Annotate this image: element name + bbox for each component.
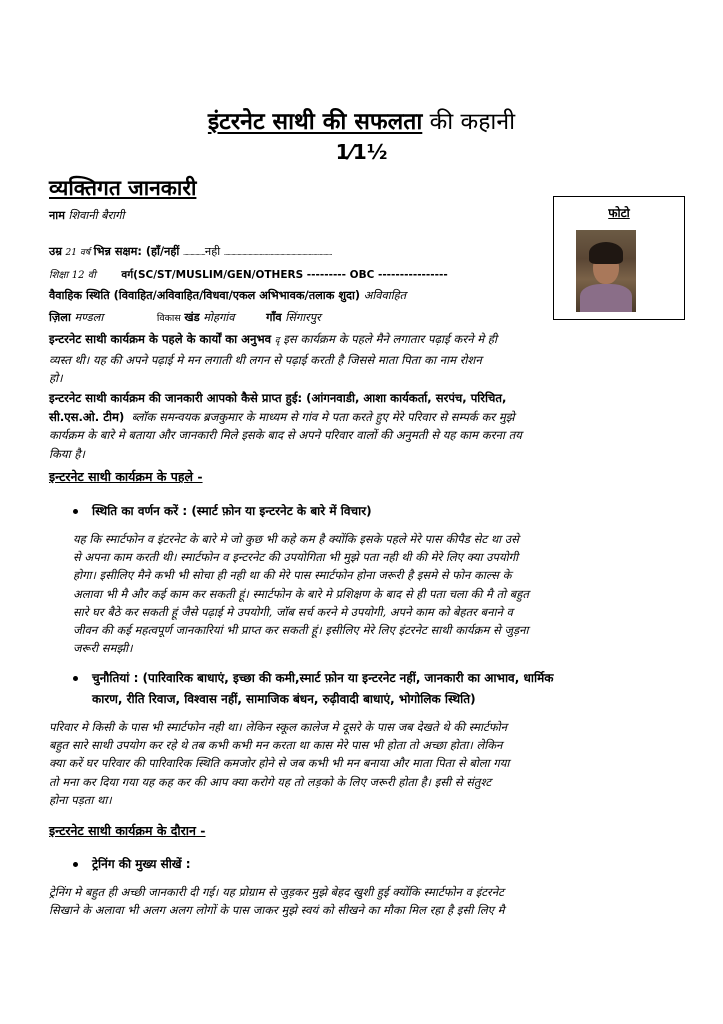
challenges-para-line: परिवार मे किसी के पास भी स्मार्टफोन नही था। लेकिन स्कूल कालेज मे दूसरे के पास जब देखते थे की स्मार्टफोन: [49, 720, 508, 734]
bullet-challenges: [73, 668, 683, 710]
title-normal: की कहानी: [429, 109, 516, 135]
training-label: ट्रेनिंग की मुख्य सीखें :: [92, 857, 191, 871]
portrait-shoulders: [580, 284, 632, 312]
education-value: 12 वी: [71, 270, 96, 281]
experience-text-1: इस कार्यक्रम के पहले मैने लगातार पढ़ाई करने मे ही: [283, 332, 497, 346]
village-value: सिंगारपुर: [285, 311, 321, 324]
education-label: शिक्षा: [49, 270, 69, 281]
portrait-photo: [576, 230, 636, 312]
category-label: वर्ग(SC/ST/MUSLIM/GEN/OTHERS --------- OBC ----------------: [121, 269, 448, 281]
bullet-situation: [73, 502, 372, 519]
district-label: ज़िला: [49, 311, 71, 324]
challenges-para-line: बहुत सारे साथी उपयोग कर रहे थे तब कभी कभी मन करता था कास मेरे पास भी होता तो अच्छा होता। लेकिन: [49, 738, 503, 753]
name-label: नाम: [49, 209, 65, 222]
challenges-para-line: होना पड़ता था।: [49, 792, 112, 807]
source-text-2: कार्यक्रम के बारे मे बताया और जानकारी मिले इसके बाद से अपने परिवार वालों की अनुमती से यह काम करना तय: [49, 428, 522, 442]
situation-paragraph: [73, 530, 676, 657]
situation-line: होगा। इसीलिए मैने कभी भी सोचा ही नही था की मेरे पास स्मार्टफोन होना जरूरी है इसमे से फोन काल्स के: [73, 568, 512, 583]
disabled-value: नही: [204, 245, 221, 258]
disabled-dots: ..................: [182, 249, 205, 257]
challenges-line-1: चुनौतियां : (पारिवारिक बाधाएं, इच्छा की कमी,स्मार्ट फ़ोन या इन्टरनेट नहीं, जानकारी का आभाव, धार्मिक: [92, 671, 554, 685]
age-value: 21 वर्ष: [65, 248, 91, 258]
bullet-dot: [73, 676, 78, 681]
title-bold: इंटरनेट साथी की सफलता: [207, 109, 423, 135]
name-value: शिवानी बैरागी: [68, 209, 125, 222]
age-row: [49, 244, 332, 259]
photo-label: फोटो: [608, 206, 630, 220]
district-row: [49, 310, 321, 325]
challenges-paragraph: [49, 718, 676, 809]
challenges-para-line: क्या करें घर परिवार की पारिवारिक स्थिति कमजोर होने से जब कभी भी मन बनाया और माता पिता से बोला गया: [49, 756, 510, 771]
experience-marker: दृ: [274, 336, 280, 346]
name-row: [49, 208, 124, 223]
district-value: मण्डला: [74, 311, 104, 324]
training-paragraph: [49, 883, 676, 919]
marital-value: अविवाहित: [363, 289, 407, 302]
challenges-line-2: कारण, रीति रिवाज, विश्वास नहीं, सामाजिक बंधन, रुढ़ीवादी बाधाएं, भोगोलिक स्थिति): [92, 692, 476, 706]
fraction-mark: 1⁄1½: [335, 140, 388, 164]
situation-line: जरूरी समझी।: [73, 641, 133, 656]
situation-line: अलावा भी मै और कई काम कर सकती हूं। स्मार्टफोन के बारे मे प्रशिक्षण के बाद से ही पता चला की मै तो बहुत: [73, 586, 529, 601]
training-line: ट्रेनिंग मे बहुत ही अच्छी जानकारी दी गई। यह प्रोग्राम से जुड़कर मुझे बेहद खुशी हुई क्योंकि स्मार्टफोन व इंटरनेट: [49, 885, 504, 899]
bullet-situation-label-b: (स्मार्ट फ़ोन या इन्टरनेट के बारे में विचार): [191, 504, 372, 518]
situation-line: जीवन की कई महत्वपूर्ण जानकारियां भी प्राप्त कर सकती हूं। इसीलिए मेरे लिए इंटरनेट साथी कार्यक्रम से जुड़ना: [73, 623, 529, 638]
experience-text-3: हो।: [49, 371, 63, 385]
marital-label: वैवाहिक स्थिति (विवाहित/अविवाहित/विधवा/एकल अभिभावक/तलाक शुदा): [49, 289, 361, 302]
bullet-situation-label-a: स्थिति का वर्णन करें :: [92, 504, 188, 518]
portrait-hair: [589, 242, 623, 264]
situation-line: सारे घर बैठे कर सकती हूं जैसे पढ़ाई मे उपयोगी, जॉब सर्च करने मे उपयोगी, अपने काम को बेहतर बनाने व: [73, 604, 513, 619]
marital-row: [49, 288, 406, 303]
personal-info-heading: व्यक्तिगत जानकारी: [49, 176, 197, 200]
experience-label: इन्टरनेट साथी कार्यक्रम के पहले के कार्यों का अनुभव: [49, 332, 272, 346]
age-label: उम्र: [49, 245, 62, 258]
page-title: [0, 104, 723, 136]
bullet-training: [73, 855, 191, 872]
experience-text-2: व्यस्त थी। यह की अपने पढ़ाई मे मन लगाती थी लगन से पढ़ाई करती है जिससे माता पिता का नाम रोशन: [49, 352, 482, 367]
education-row: [49, 267, 448, 282]
source-label-2: सी.एस.ओ. टीम): [49, 409, 125, 424]
experience-block: [49, 330, 674, 388]
bullet-dot: [73, 862, 78, 867]
block-value: मोहगांव: [203, 311, 235, 324]
during-heading: इन्टरनेट साथी कार्यक्रम के दौरान -: [49, 823, 206, 838]
challenges-para-line: तो मना कर दिया गया यह कह कर की आप क्या करोगे यह तो लड़को के लिए जरूरी होता है। इसी से संतुश्ट: [49, 774, 492, 789]
disabled-dots-2: ........................................................................................: [223, 249, 332, 257]
source-block: [49, 389, 674, 463]
photo-box: [553, 196, 685, 320]
village-label: गाँव: [266, 311, 282, 324]
source-text-3: किया है।: [49, 446, 85, 461]
disabled-label: भिन्न सक्षम: (हाँ/नहीं: [93, 245, 180, 258]
situation-line: से अपना काम करती थी। स्मार्टफोन व इन्टरनेट की उपयोगिता भी मुझे पता नही थी की मेरे लिए क्या उपयोगी: [73, 550, 519, 565]
bullet-dot: [73, 509, 78, 514]
dev-label: विकास: [156, 313, 181, 324]
source-label-1: इन्टरनेट साथी कार्यक्रम की जानकारी आपको कैसे प्राप्त हुई: (आंगनवाडी, आशा कार्यकर्ता, सरपंच, परिचित,: [49, 391, 507, 405]
source-text-1: ब्लॉक समन्वयक ब्रजकुमार के माध्यम से गांव मे पता करते हुए मेरे परिवार से सम्पर्क कर मुझे: [131, 409, 515, 424]
before-heading: इन्टरनेट साथी कार्यक्रम के पहले -: [49, 469, 203, 484]
situation-line: यह कि स्मार्टफोन व इंटरनेट के बारे मे जो कुछ भी कहे कम है क्योंकि इसके पहले मेरे पास कीपैड सेट था उसे: [73, 532, 519, 546]
block-label: खंड: [184, 311, 200, 324]
training-line: सिखाने के अलावा भी अलग अलग लोगों के पास जाकर मुझे स्वयं को सीखने का मौका मिल रहा है इसी लिए मै: [49, 903, 505, 918]
